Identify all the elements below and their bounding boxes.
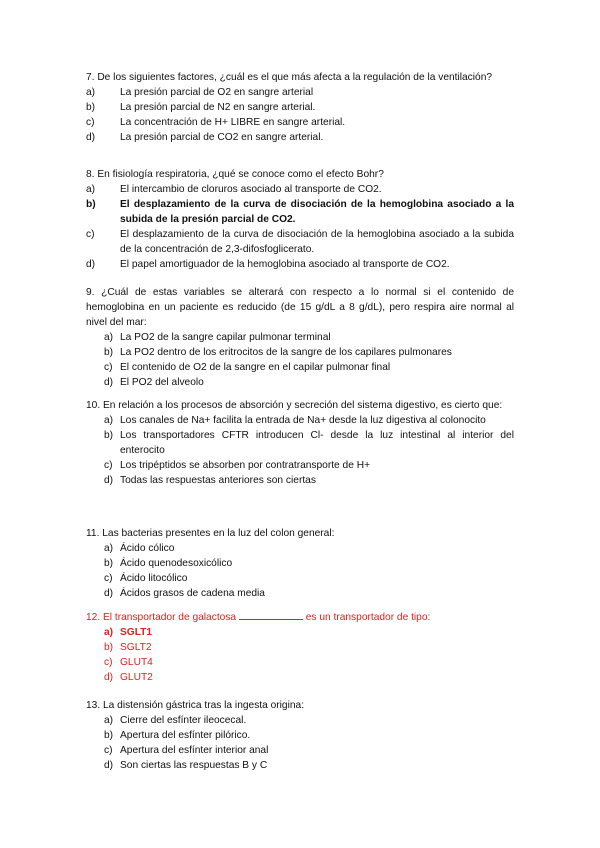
option-a: a) La PO2 de la sangre capilar pulmonar terminal (104, 332, 331, 343)
answer-blank (239, 609, 303, 620)
option-b: b) Apertura del esfínter pilórico. (104, 730, 251, 741)
option-c: c) El contenido de O2 de la sangre en el capilar pulmonar final (104, 362, 391, 373)
question-9 (86, 285, 514, 390)
option-c: c) Ácido litocólico (104, 573, 188, 584)
option-a: a) El intercambio de cloruros asociado al transporte de CO2. (86, 184, 382, 195)
option-b: b) Ácido quenodesoxicólico (104, 558, 233, 569)
question-stem: 7. De los siguientes factores, ¿cuál es el que más afecta a la regulación de la ventilación? (86, 72, 493, 83)
question-7 (86, 70, 514, 145)
option-a: a) Ácido cólico (104, 543, 175, 554)
option-a: a) Los canales de Na+ facilita la entrada de Na+ desde la luz digestiva al colonocito (104, 415, 486, 426)
option-c: c) Apertura del esfínter interior anal (104, 745, 269, 756)
question-stem: 8. En fisiología respiratoria, ¿qué se conoce como el efecto Bohr? (86, 169, 384, 180)
option-b-correct: b) El desplazamiento de la curva de disociación de la hemoglobina asociado a la subida de la presión parcial de CO2. (86, 199, 514, 225)
option-d: d) El PO2 del alveolo (104, 377, 204, 388)
option-b: b) La presión parcial de N2 en sangre arterial. (86, 102, 316, 113)
question-stem: 9. ¿Cuál de estas variables se alterará con respecto a lo normal si el contenido de hemoglobina en un paciente es reducido (de 15 g/dL a 8 g/dL), pero respira aire normal al nivel del mar: (86, 287, 514, 328)
option-c: c) Los tripéptidos se absorben por contratransporte de H+ (104, 460, 371, 471)
question-12 (86, 609, 514, 685)
question-11 (86, 526, 514, 601)
option-d: d) El papel amortiguador de la hemoglobina asociado al transporte de CO2. (86, 259, 450, 270)
option-d: d) La presión parcial de CO2 en sangre arterial. (86, 132, 324, 143)
option-c: c) La concentración de H+ LIBRE en sangre arterial. (86, 117, 346, 128)
option-a: a) La presión parcial de O2 en sangre arterial (86, 87, 314, 98)
option-b: b) SGLT2 (104, 642, 152, 653)
option-b: b) Los transportadores CFTR introducen Cl- desde la luz intestinal al interior del enterocito (104, 430, 514, 456)
question-8 (86, 167, 514, 272)
question-stem: 12. El transportador de galactosa es un transportador de tipo: (86, 609, 514, 625)
question-stem: 11. Las bacterias presentes en la luz del colon general: (86, 528, 335, 539)
option-d: d) Ácidos grasos de cadena media (104, 588, 265, 599)
question-stem: 10. En relación a los procesos de absorción y secreción del sistema digestivo, es cierto que: (86, 400, 503, 411)
option-d: d) Todas las respuestas anteriores son ciertas (104, 475, 316, 486)
question-10 (86, 398, 514, 488)
question-13 (86, 698, 514, 773)
question-stem: 13. La distensión gástrica tras la ingesta origina: (86, 700, 305, 711)
option-a-correct: a) SGLT1 (104, 627, 153, 638)
option-a: a) Cierre del esfínter ileocecal. (104, 715, 247, 726)
option-b: b) La PO2 dentro de los eritrocitos de la sangre de los capilares pulmonares (104, 347, 452, 358)
option-d: d) Son ciertas las respuestas B y C (104, 760, 268, 771)
option-d: d) GLUT2 (104, 672, 153, 683)
option-c: c) GLUT4 (104, 657, 153, 668)
option-c: c) El desplazamiento de la curva de disociación de la hemoglobina asociado a la subida de la concentración de 2,3-difosfoglicerato. (86, 229, 514, 255)
